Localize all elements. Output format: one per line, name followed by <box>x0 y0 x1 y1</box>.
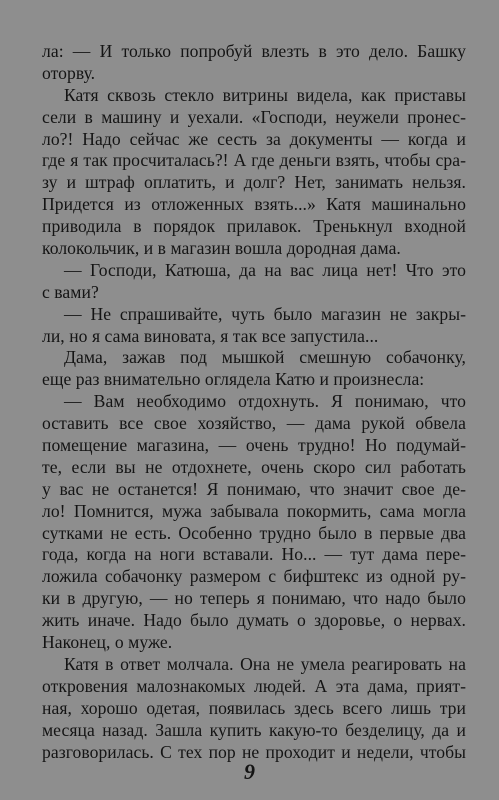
text-line: оторву. <box>42 62 96 83</box>
text-line: у вас не останется! Я понимаю, что значит свое де- <box>42 478 466 499</box>
text-line: разговорилась. С тех пор не проходит и недели, чтобы <box>42 741 466 762</box>
text-line: сели в машину и уехали. «Господи, неужели пронес- <box>42 106 466 127</box>
text-line: приводила в порядок прилавок. Тренькнул входной <box>42 216 466 237</box>
text-line: Придется из отложенных взять...» Катя машинально <box>42 194 466 215</box>
text-line: жить иначе. Надо было думать о здоровье, о нервах. <box>42 610 466 631</box>
text-line: с вами? <box>42 281 99 302</box>
text-line: года, когда на ноги вставали. Но... — тут дама пере- <box>42 544 466 565</box>
text-line: Катя сквозь стекло витрины видела, как приставы <box>64 84 466 105</box>
text-line: еще раз внимательно оглядела Катю и произнесла: <box>42 369 425 390</box>
page-number: 9 <box>244 759 255 784</box>
text-line: помещение магазина, — очень трудно! Но подумай- <box>42 435 466 456</box>
text-line: ки в другую, — но теперь я понимаю, что надо было <box>42 588 466 609</box>
text-line: ло! Помнится, мужа забывала покормить, сама могла <box>42 500 466 521</box>
text-line: сутками не есть. Особенно трудно было в первые два <box>42 522 466 543</box>
text-line: Наконец, о муже. <box>42 632 173 653</box>
text-line: — Не спрашивайте, чуть было магазин не закры- <box>64 303 466 324</box>
text-line: оставить все свое хозяйство, — дама рукой обвела <box>42 413 466 434</box>
text-line: — Господи, Катюша, да на вас лица нет! Что это <box>64 259 466 280</box>
text-line: те, если вы не отдохнете, очень скоро сил работать <box>42 456 466 477</box>
text-line: Дама, зажав под мышкой смешную собачонку, <box>64 347 466 368</box>
text-line: Катя в ответ молчала. Она не умела реагировать на <box>64 653 466 674</box>
text-line: ло?! Надо сейчас же сесть за документы — когда и <box>42 128 466 149</box>
text-line: откровения малознакомых людей. А эта дама, прият- <box>42 675 466 696</box>
text-line: ложила собачонку размером с бифштекс из одной ру- <box>42 566 466 587</box>
text-line: колокольчик, и в магазин вошла дородная дама. <box>42 238 401 259</box>
text-line: месяца назад. Зашла купить какую-то безделицу, да и <box>42 719 466 740</box>
text-line: ная, хорошо одетая, появилась здесь всего лишь три <box>42 697 466 718</box>
body-text <box>42 41 466 763</box>
text-line: ли, но я сама виновата, я так все запустила... <box>42 325 379 346</box>
text-line: где я так просчиталась?! А где деньги взять, чтобы сра- <box>42 150 466 171</box>
text-line: ла: — И только попробуй влезть в это дело. Башку <box>42 41 466 61</box>
text-line: — Вам необходимо отдохнуть. Я понимаю, что <box>64 391 466 412</box>
text-line: зу и штраф оплатить, и долг? Нет, занимать нельзя. <box>42 172 466 193</box>
